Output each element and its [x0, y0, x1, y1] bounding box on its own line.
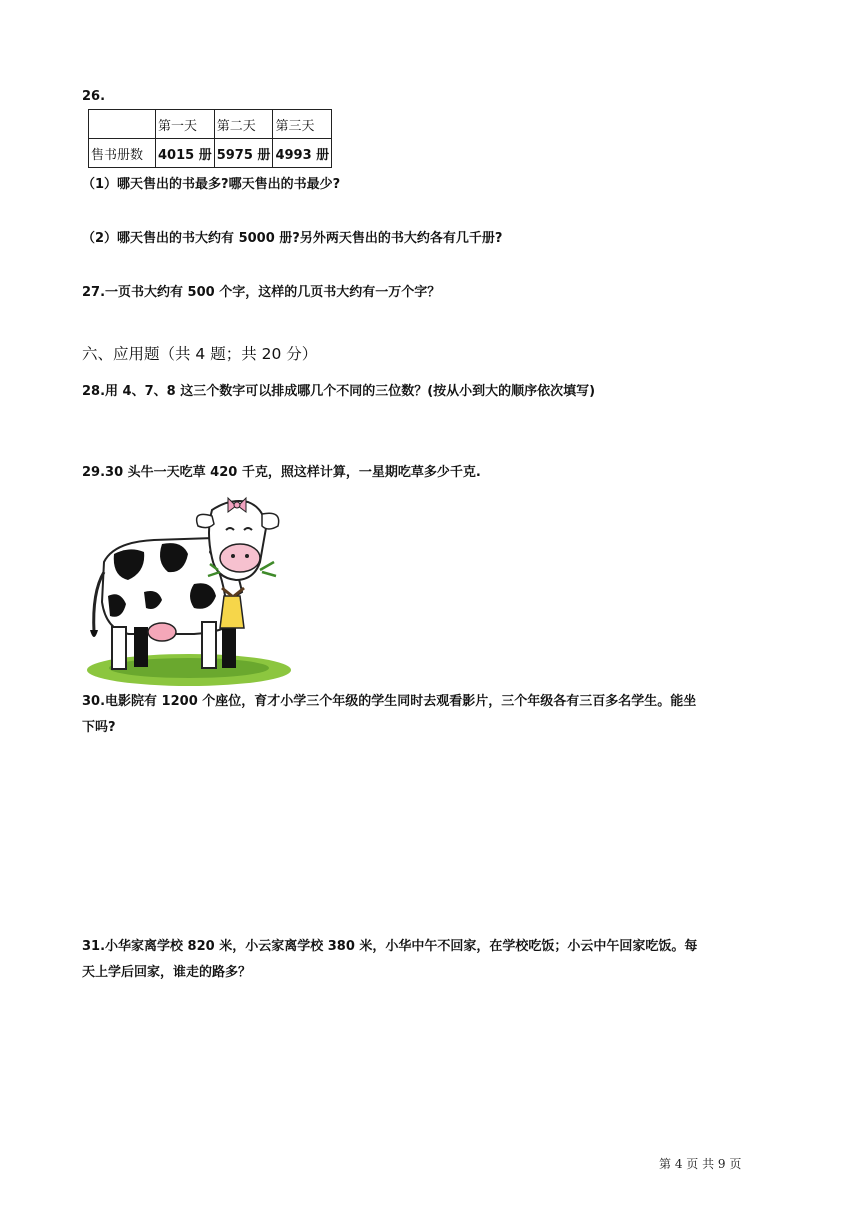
q26-sub1: （1）哪天售出的书最多?哪天售出的书最少? — [82, 177, 341, 192]
table-row — [89, 139, 332, 168]
sales-table — [88, 109, 332, 168]
q31-line2: 天上学后回家，谁走的路多？ — [82, 965, 252, 980]
table-cell-day1: 4015 册 — [156, 139, 215, 168]
table-cell-day2: 5975 册 — [214, 139, 273, 168]
table-row-label: 售书册数 — [89, 139, 156, 168]
table-header-empty — [89, 110, 156, 139]
q26-number: 26. — [82, 89, 106, 104]
q31-line1: 31.小华家离学校 820 米，小云家离学校 380 米，小华中午不回家，在学校吃饭；小云中午回家吃饭。每 — [82, 939, 698, 954]
q28-text: 28.用 4、7、8 这三个数字可以排成哪几个不同的三位数？(按从小到大的顺序依次填写) — [82, 384, 596, 399]
q27-text: 27.一页书大约有 500 个字，这样的几页书大约有一万个字？ — [82, 285, 441, 300]
table-cell-day3: 4993 册 — [273, 139, 332, 168]
page-footer: 第 4 页 共 9 页 — [659, 1157, 742, 1171]
q29-text: 29.30 头牛一天吃草 420 千克，照这样计算，一星期吃草多少千克. — [82, 465, 481, 480]
table-header-row — [89, 110, 332, 139]
table-header-day1: 第一天 — [156, 110, 215, 139]
section-heading: 六、应用题（共 4 题；共 20 分） — [82, 345, 318, 363]
table-header-day2: 第二天 — [214, 110, 273, 139]
cow-illustration — [84, 492, 294, 688]
q30-line2: 下吗? — [82, 720, 116, 735]
q30-line1: 30.电影院有 1200 个座位，育才小学三个年级的学生同时去观看影片，三个年级各有三百多名学生。能坐 — [82, 694, 697, 709]
q26-sub2: （2）哪天售出的书大约有 5000 册?另外两天售出的书大约各有几千册? — [82, 231, 503, 246]
table-header-day3: 第三天 — [273, 110, 332, 139]
